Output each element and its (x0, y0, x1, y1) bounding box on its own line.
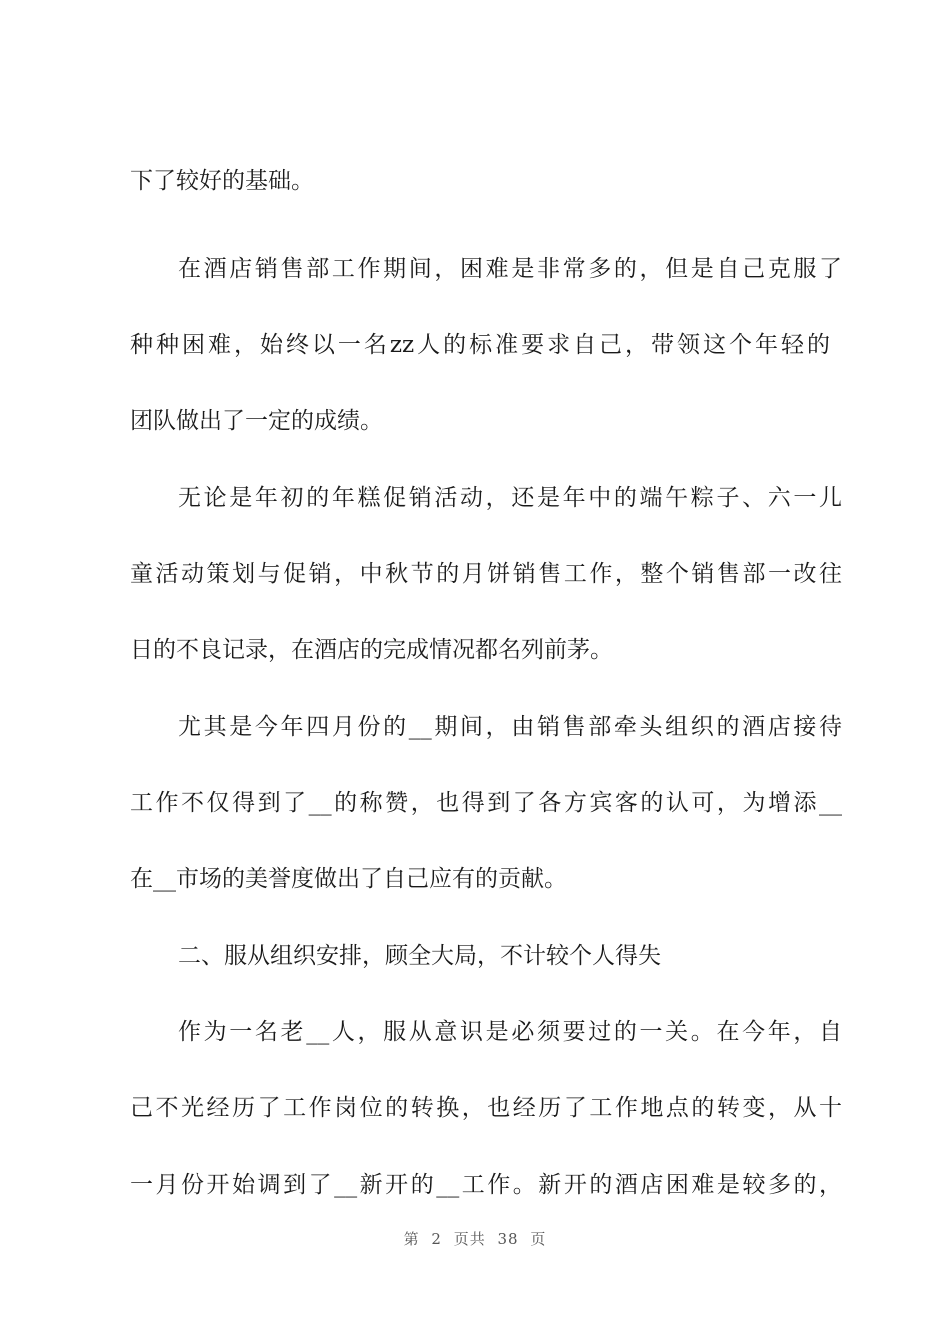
text-line-7: 日的不良记录，在酒店的完成情况都名列前茅。 (130, 637, 613, 663)
text-line-3: 种种困难，始终以一名zz人的标准要求自己，带领这个年轻的 (130, 332, 830, 358)
text-line-1: 下了较好的基础。 (130, 168, 314, 194)
text-line-12: 作为一名老__人，服从意识是必须要过的一关。在今年，自 (178, 1019, 842, 1045)
text-line-6: 童活动策划与促销，中秋节的月饼销售工作，整个销售部一改往 (130, 561, 842, 587)
section-heading: 二、服从组织安排，顾全大局，不计较个人得失 (178, 943, 661, 969)
text-line-8: 尤其是今年四月份的__期间，由销售部牵头组织的酒店接待 (178, 714, 842, 740)
text-line-2: 在酒店销售部工作期间，困难是非常多的，但是自己克服了 (178, 256, 842, 282)
page-number-footer: 第 2 页共 38 页 (403, 1230, 547, 1248)
text-line-5: 无论是年初的年糕促销活动，还是年中的端午粽子、六一儿 (178, 485, 842, 511)
text-line-14: 一月份开始调到了__新开的__工作。新开的酒店困难是较多的， (130, 1172, 842, 1198)
text-line-9: 工作不仅得到了__的称赞，也得到了各方宾客的认可，为增添__ (130, 790, 842, 816)
text-line-10: 在__市场的美誉度做出了自己应有的贡献。 (130, 866, 567, 892)
text-line-13: 己不光经历了工作岗位的转换，也经历了工作地点的转变，从十 (130, 1095, 842, 1121)
text-line-4: 团队做出了一定的成绩。 (130, 408, 383, 434)
